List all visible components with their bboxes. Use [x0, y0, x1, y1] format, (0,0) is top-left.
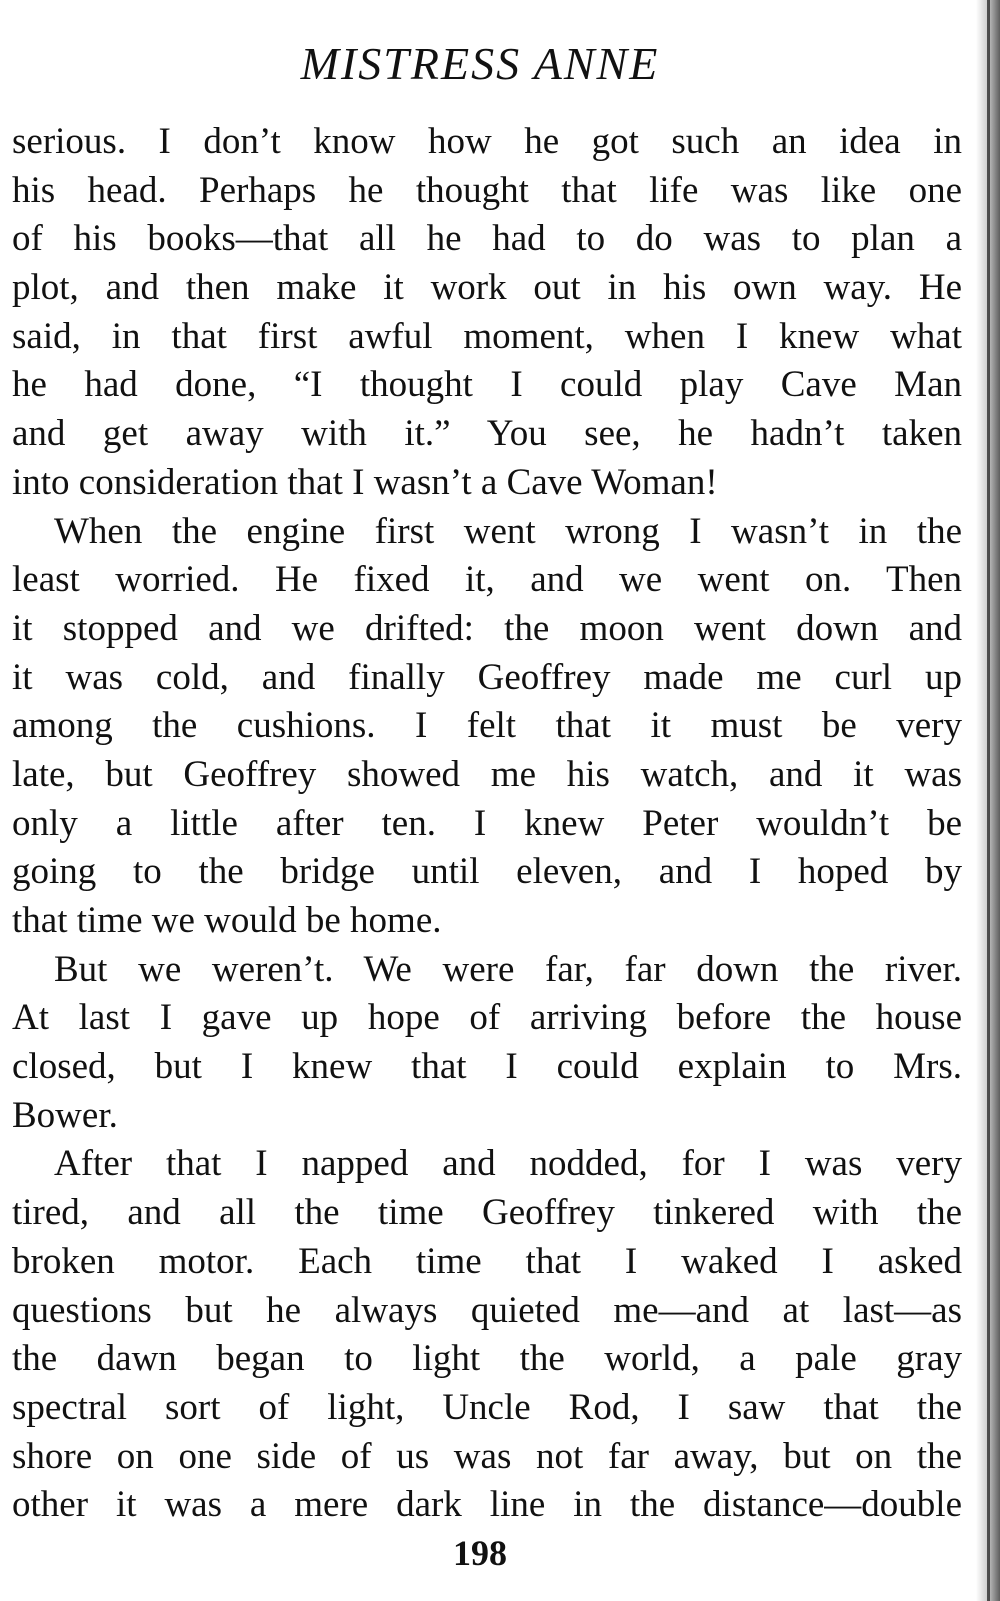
text-line: only a little after ten. I knew Peter wouldn’t be	[12, 802, 962, 844]
text-line: into consideration that I wasn’t a Cave Woman!	[12, 461, 718, 503]
text-line: the dawn began to light the world, a pale gray	[12, 1338, 962, 1380]
text-line: spectral sort of light, Uncle Rod, I saw that the	[12, 1386, 962, 1428]
text-line: least worried. He fixed it, and we went on. Then	[12, 559, 962, 601]
text-line: At last I gave up hope of arriving before the house	[12, 997, 962, 1039]
running-head: MISTRESS ANNE	[300, 38, 660, 89]
text-line: other it was a mere dark line in the distance—double	[12, 1484, 962, 1526]
paragraph-4	[12, 1140, 962, 1530]
text-line: When the engine first went wrong I wasn’t in the	[54, 510, 962, 552]
page-number: 198	[453, 1533, 507, 1573]
text-line: he had done, “I thought I could play Cave Man	[12, 364, 962, 406]
text-line: among the cushions. I felt that it must be very	[12, 705, 962, 747]
paragraph-3	[12, 946, 962, 1141]
text-line: his head. Perhaps he thought that life was like one	[12, 169, 962, 211]
text-line: But we weren’t. We were far, far down the river.	[54, 948, 962, 990]
text-line: said, in that first awful moment, when I knew what	[12, 315, 962, 357]
text-line: closed, but I knew that I could explain to Mrs.	[12, 1046, 962, 1088]
text-line: it stopped and we drifted: the moon went down and	[12, 607, 962, 649]
text-line: going to the bridge until eleven, and I hoped by	[12, 851, 962, 893]
text-line: serious. I don’t know how he got such an idea in	[12, 121, 962, 162]
text-line: tired, and all the time Geoffrey tinkered with the	[12, 1192, 962, 1234]
page-edge-line	[987, 0, 990, 1601]
text-line: shore on one side of us was not far away, but on the	[12, 1435, 962, 1477]
text-line: Bower.	[12, 1094, 118, 1136]
text-line: it was cold, and finally Geoffrey made me curl up	[12, 656, 962, 698]
text-line: of his books—that all he had to do was to plan a	[12, 218, 962, 260]
text-line: and get away with it.” You see, he hadn’t taken	[12, 413, 962, 455]
body-text	[12, 118, 962, 1530]
text-line: plot, and then make it work out in his own way. He	[12, 267, 962, 309]
text-line: broken motor. Each time that I waked I asked	[12, 1240, 962, 1282]
text-line: that time we would be home.	[12, 900, 442, 941]
text-line: questions but he always quieted me—and at last—as	[12, 1289, 962, 1331]
paragraph-2	[12, 508, 962, 946]
paragraph-1	[12, 118, 962, 508]
text-line: After that I napped and nodded, for I was very	[54, 1143, 962, 1185]
text-line: late, but Geoffrey showed me his watch, and it was	[12, 753, 962, 795]
